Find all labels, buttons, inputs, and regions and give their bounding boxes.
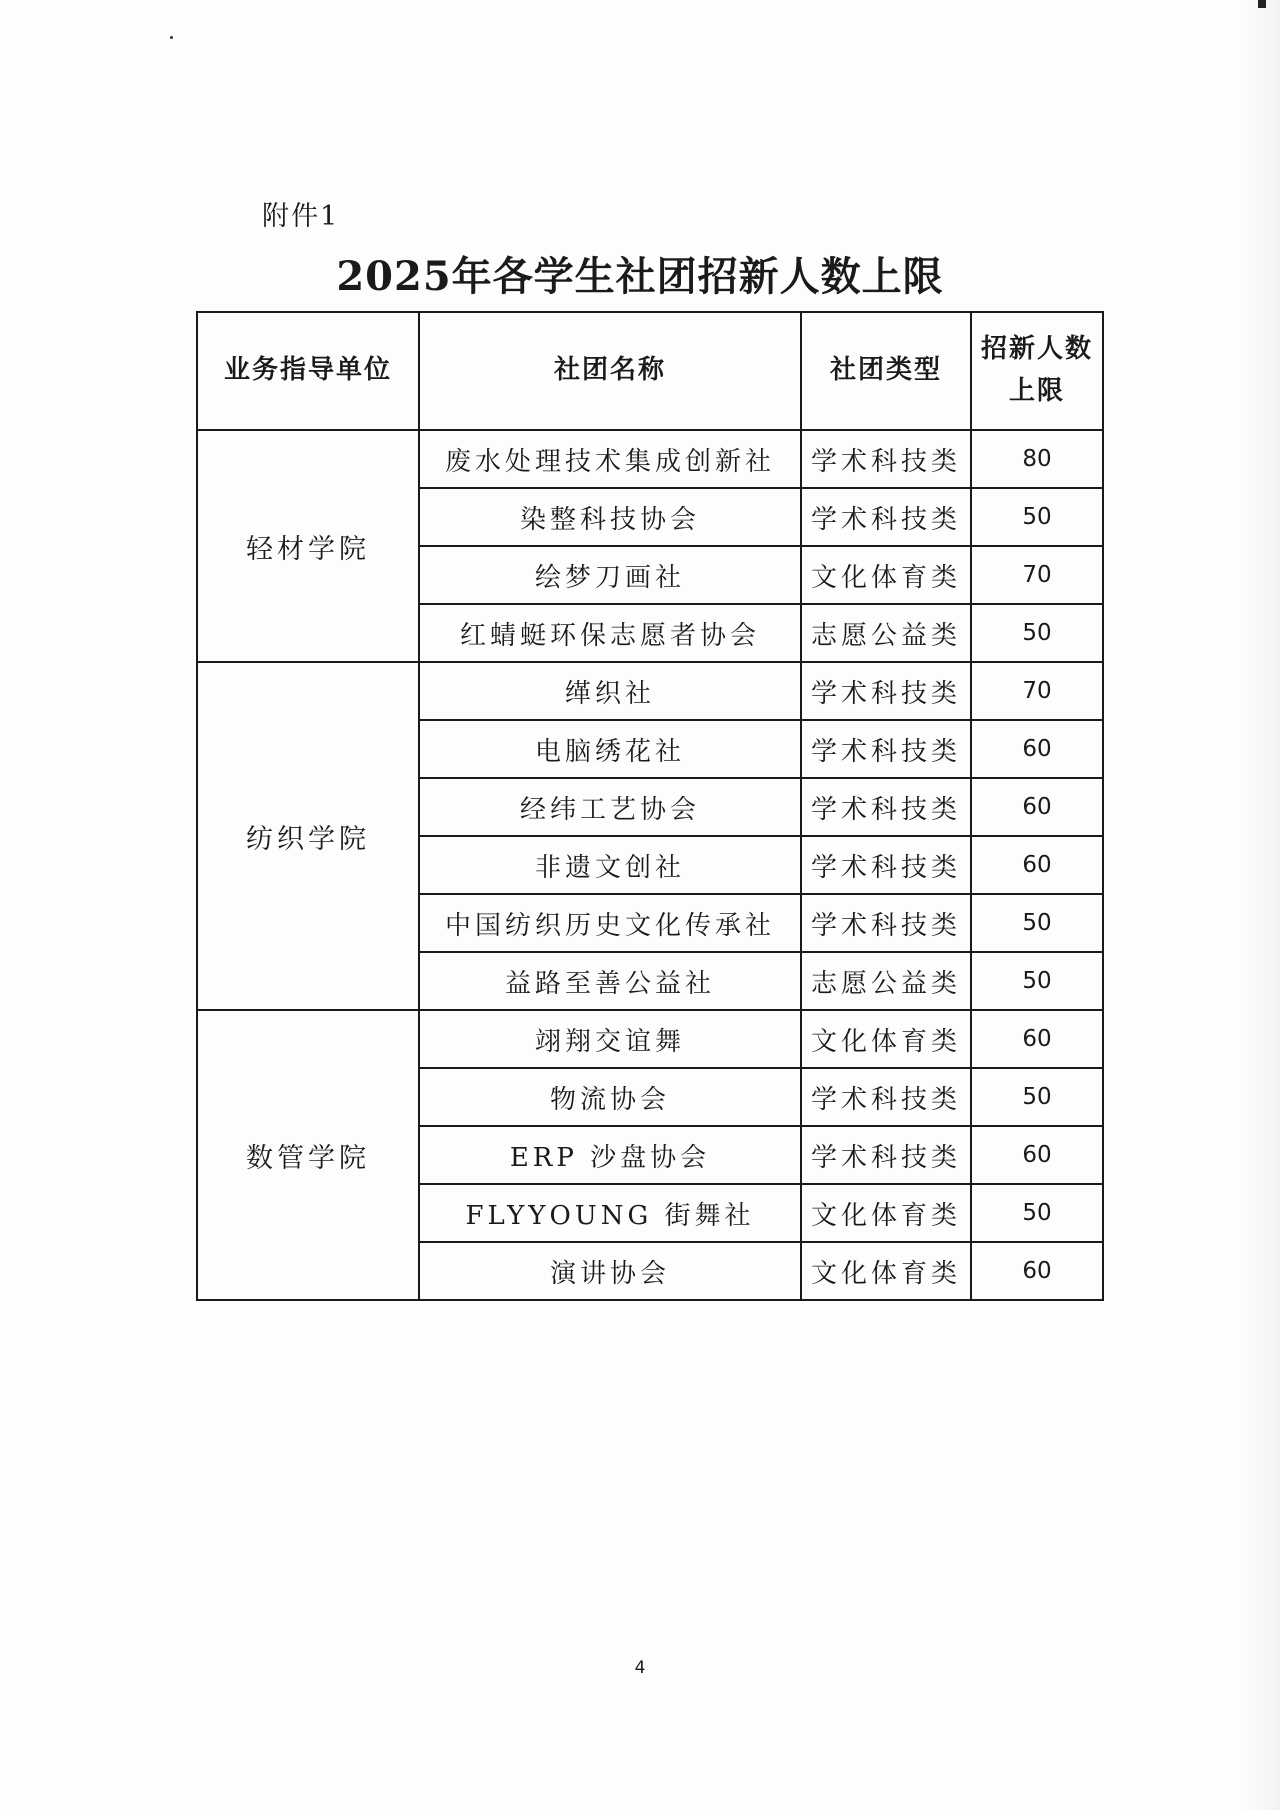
- club-name-cell: 中国纺织历史文化传承社: [419, 894, 801, 952]
- header-club-type: 社团类型: [801, 312, 971, 430]
- club-type-cell: 学术科技类: [801, 778, 971, 836]
- quota-cell: 50: [971, 604, 1103, 662]
- club-type-cell: 文化体育类: [801, 1242, 971, 1300]
- club-name-cell: 益路至善公益社: [419, 952, 801, 1010]
- club-type-cell: 学术科技类: [801, 1126, 971, 1184]
- club-type-cell: 学术科技类: [801, 720, 971, 778]
- unit-cell: 数管学院: [197, 1010, 419, 1300]
- club-type-cell: 学术科技类: [801, 662, 971, 720]
- quota-cell: 60: [971, 1010, 1103, 1068]
- club-name-cell: 翊翔交谊舞: [419, 1010, 801, 1068]
- page-number: 4: [634, 1658, 646, 1678]
- unit-cell: 纺织学院: [197, 662, 419, 1010]
- club-name-cell: FLYYOUNG 街舞社: [419, 1184, 801, 1242]
- club-type-cell: 学术科技类: [801, 1068, 971, 1126]
- attachment-label: 附件1: [262, 201, 340, 232]
- club-name-cell: 物流协会: [419, 1068, 801, 1126]
- header-quota-text: 招新人数上限: [980, 334, 1093, 406]
- quota-cell: 50: [971, 894, 1103, 952]
- club-type-cell: 文化体育类: [801, 1184, 971, 1242]
- club-name-cell: 缂织社: [419, 662, 801, 720]
- club-type-cell: 学术科技类: [801, 488, 971, 546]
- quota-cell: 60: [971, 1242, 1103, 1300]
- quota-cell: 60: [971, 836, 1103, 894]
- header-unit: 业务指导单位: [197, 312, 419, 430]
- club-type-cell: 志愿公益类: [801, 952, 971, 1010]
- club-name-cell: 电脑绣花社: [419, 720, 801, 778]
- club-type-cell: 学术科技类: [801, 836, 971, 894]
- scan-speck: [170, 36, 173, 39]
- quota-cell: 50: [971, 1068, 1103, 1126]
- quota-cell: 70: [971, 546, 1103, 604]
- scan-corner-mark: [1258, 0, 1266, 8]
- club-name-cell: 染整科技协会: [419, 488, 801, 546]
- table-row: [197, 662, 1103, 720]
- table-row: [197, 430, 1103, 488]
- club-name-cell: 绘梦刀画社: [419, 546, 801, 604]
- unit-cell: 轻材学院: [197, 430, 419, 662]
- quota-cell: 70: [971, 662, 1103, 720]
- recruitment-quota-table: [196, 311, 1104, 1301]
- club-type-cell: 学术科技类: [801, 430, 971, 488]
- club-name-cell: 演讲协会: [419, 1242, 801, 1300]
- quota-cell: 60: [971, 778, 1103, 836]
- club-name-cell: 废水处理技术集成创新社: [419, 430, 801, 488]
- quota-cell: 80: [971, 430, 1103, 488]
- club-name-cell: 非遗文创社: [419, 836, 801, 894]
- quota-cell: 50: [971, 1184, 1103, 1242]
- quota-cell: 60: [971, 1126, 1103, 1184]
- table-header-row: [197, 312, 1103, 430]
- club-type-cell: 学术科技类: [801, 894, 971, 952]
- club-name-cell: 红蜻蜓环保志愿者协会: [419, 604, 801, 662]
- header-club-name: 社团名称: [419, 312, 801, 430]
- quota-cell: 50: [971, 952, 1103, 1010]
- quota-cell: 50: [971, 488, 1103, 546]
- header-quota: [971, 312, 1103, 430]
- table-row: [197, 1010, 1103, 1068]
- club-name-cell: ERP 沙盘协会: [419, 1126, 801, 1184]
- club-type-cell: 志愿公益类: [801, 604, 971, 662]
- document-title: 2025年各学生社团招新人数上限: [336, 253, 944, 300]
- club-name-cell: 经纬工艺协会: [419, 778, 801, 836]
- club-type-cell: 文化体育类: [801, 1010, 971, 1068]
- club-type-cell: 文化体育类: [801, 546, 971, 604]
- quota-cell: 60: [971, 720, 1103, 778]
